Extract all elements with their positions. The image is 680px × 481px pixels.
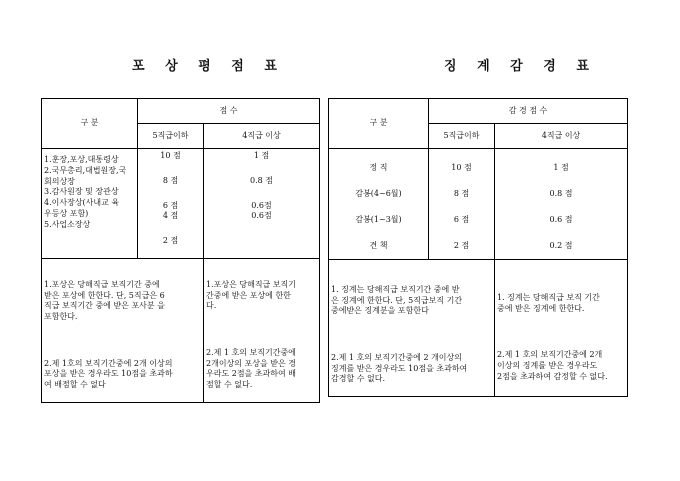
score-value: 2 점 [162,236,179,246]
grade4-values [204,149,320,259]
score-header: 감 경 점 수 [429,99,628,124]
category-item: 정 직 [369,163,388,172]
grade4-values [495,149,628,260]
score-value: 0.6점 [251,200,272,210]
category-item: 우등상 포함) [44,208,89,218]
score-value: 0.6점 [251,211,272,221]
category-item: 5.사업소장상 [44,219,91,229]
score-value: 4 점 [162,211,179,221]
category-item: 견 책 [369,241,388,250]
grade5-values [138,149,204,259]
note-text: 2.제 1호의 보직기간중에 2개 이상의 포상을 받은 경우라도 10점을 초과하 여 배점할 수 없다 [44,358,173,390]
score-value: 6 점 [162,200,179,210]
note-grade4 [495,260,628,397]
score-value: 8 점 [162,175,179,185]
note-text: 1. 징계는 당해직급 보직 기간 중에 받은 징계에 한한다. [497,292,600,313]
score-value: 1 점 [553,163,569,172]
score-value: 0.6 점 [549,215,573,224]
category-item: 3.감사원장 및 장관상 [44,187,119,197]
category-item: 회의상장 [44,176,75,186]
score-value: 10 점 [451,163,472,172]
note-text: 1. 징계는 당해직급 보직기간 중에 받 은 징계에 한한다. 단, 5직급보직 기간 중에받은 징계분을 포함한다 [331,284,463,316]
category-item: 감봉(4~6월) [355,189,402,198]
score-header: 점 수 [138,99,320,124]
discipline-reduction-table [328,98,628,397]
note-grade5 [42,259,204,403]
score-value: 1 점 [253,151,270,160]
award-score-table [41,98,320,403]
category-item: 2.국무총리,대법원장,국 [44,165,127,175]
note-text: 2.제 1 호의 보직기간중에 2개 이상의 징계를 받은 경우라도 2점을 초과하여 감정할 수 없다. [497,349,608,381]
grade5-header: 5직급이하 [429,124,495,149]
score-value: 10 점 [160,151,181,160]
note-grade4 [204,259,320,403]
category-item: 1.훈장,포상,대통령상 [44,155,119,164]
grade4-header: 4직급 이상 [204,124,320,149]
left-title: 포 상 평 점 표 [132,59,285,74]
category-header: 구 분 [329,99,429,149]
score-value: 0.2 점 [549,241,573,250]
score-value: 0.8 점 [250,175,273,185]
category-list [42,149,138,259]
grade4-header: 4직급 이상 [495,124,628,149]
note-text: 2.제 1 호의 보직기간중에 2개이상의 포상을 받은 경 우라도 2점을 초과하여 배 점할 수 없다. [206,347,296,390]
category-header: 구 분 [42,99,138,149]
note-text: 1.포상은 당해직급 보직기간 중에 받은 포상에 한한다. 단, 5직급은 6 직급 보직기간 중에 받은 포사분 을 포함한다. [44,279,165,322]
score-value: 6 점 [453,215,470,224]
note-text: 2.제 1 호의 보직기간중에 2 개이상의 징계를 받은 경우라도 10점을 초과하여 감경할 수 없다. [331,352,468,384]
category-item: 감봉(1~3월) [355,215,402,224]
category-item: 4.이사장상(사내교 육 [44,198,120,208]
grade5-header: 5직급이하 [138,124,204,149]
score-value: 8 점 [453,189,470,198]
score-value: 2 점 [453,241,470,250]
category-list [329,149,429,260]
note-text: 1.포상은 당해직급 보직기 간중에 받은 포상에 한한 다. [206,279,296,311]
grade5-values [429,149,495,260]
right-title: 징 계 감 경 표 [444,59,597,74]
note-grade5 [329,260,495,397]
score-value: 0.8 점 [549,189,573,198]
